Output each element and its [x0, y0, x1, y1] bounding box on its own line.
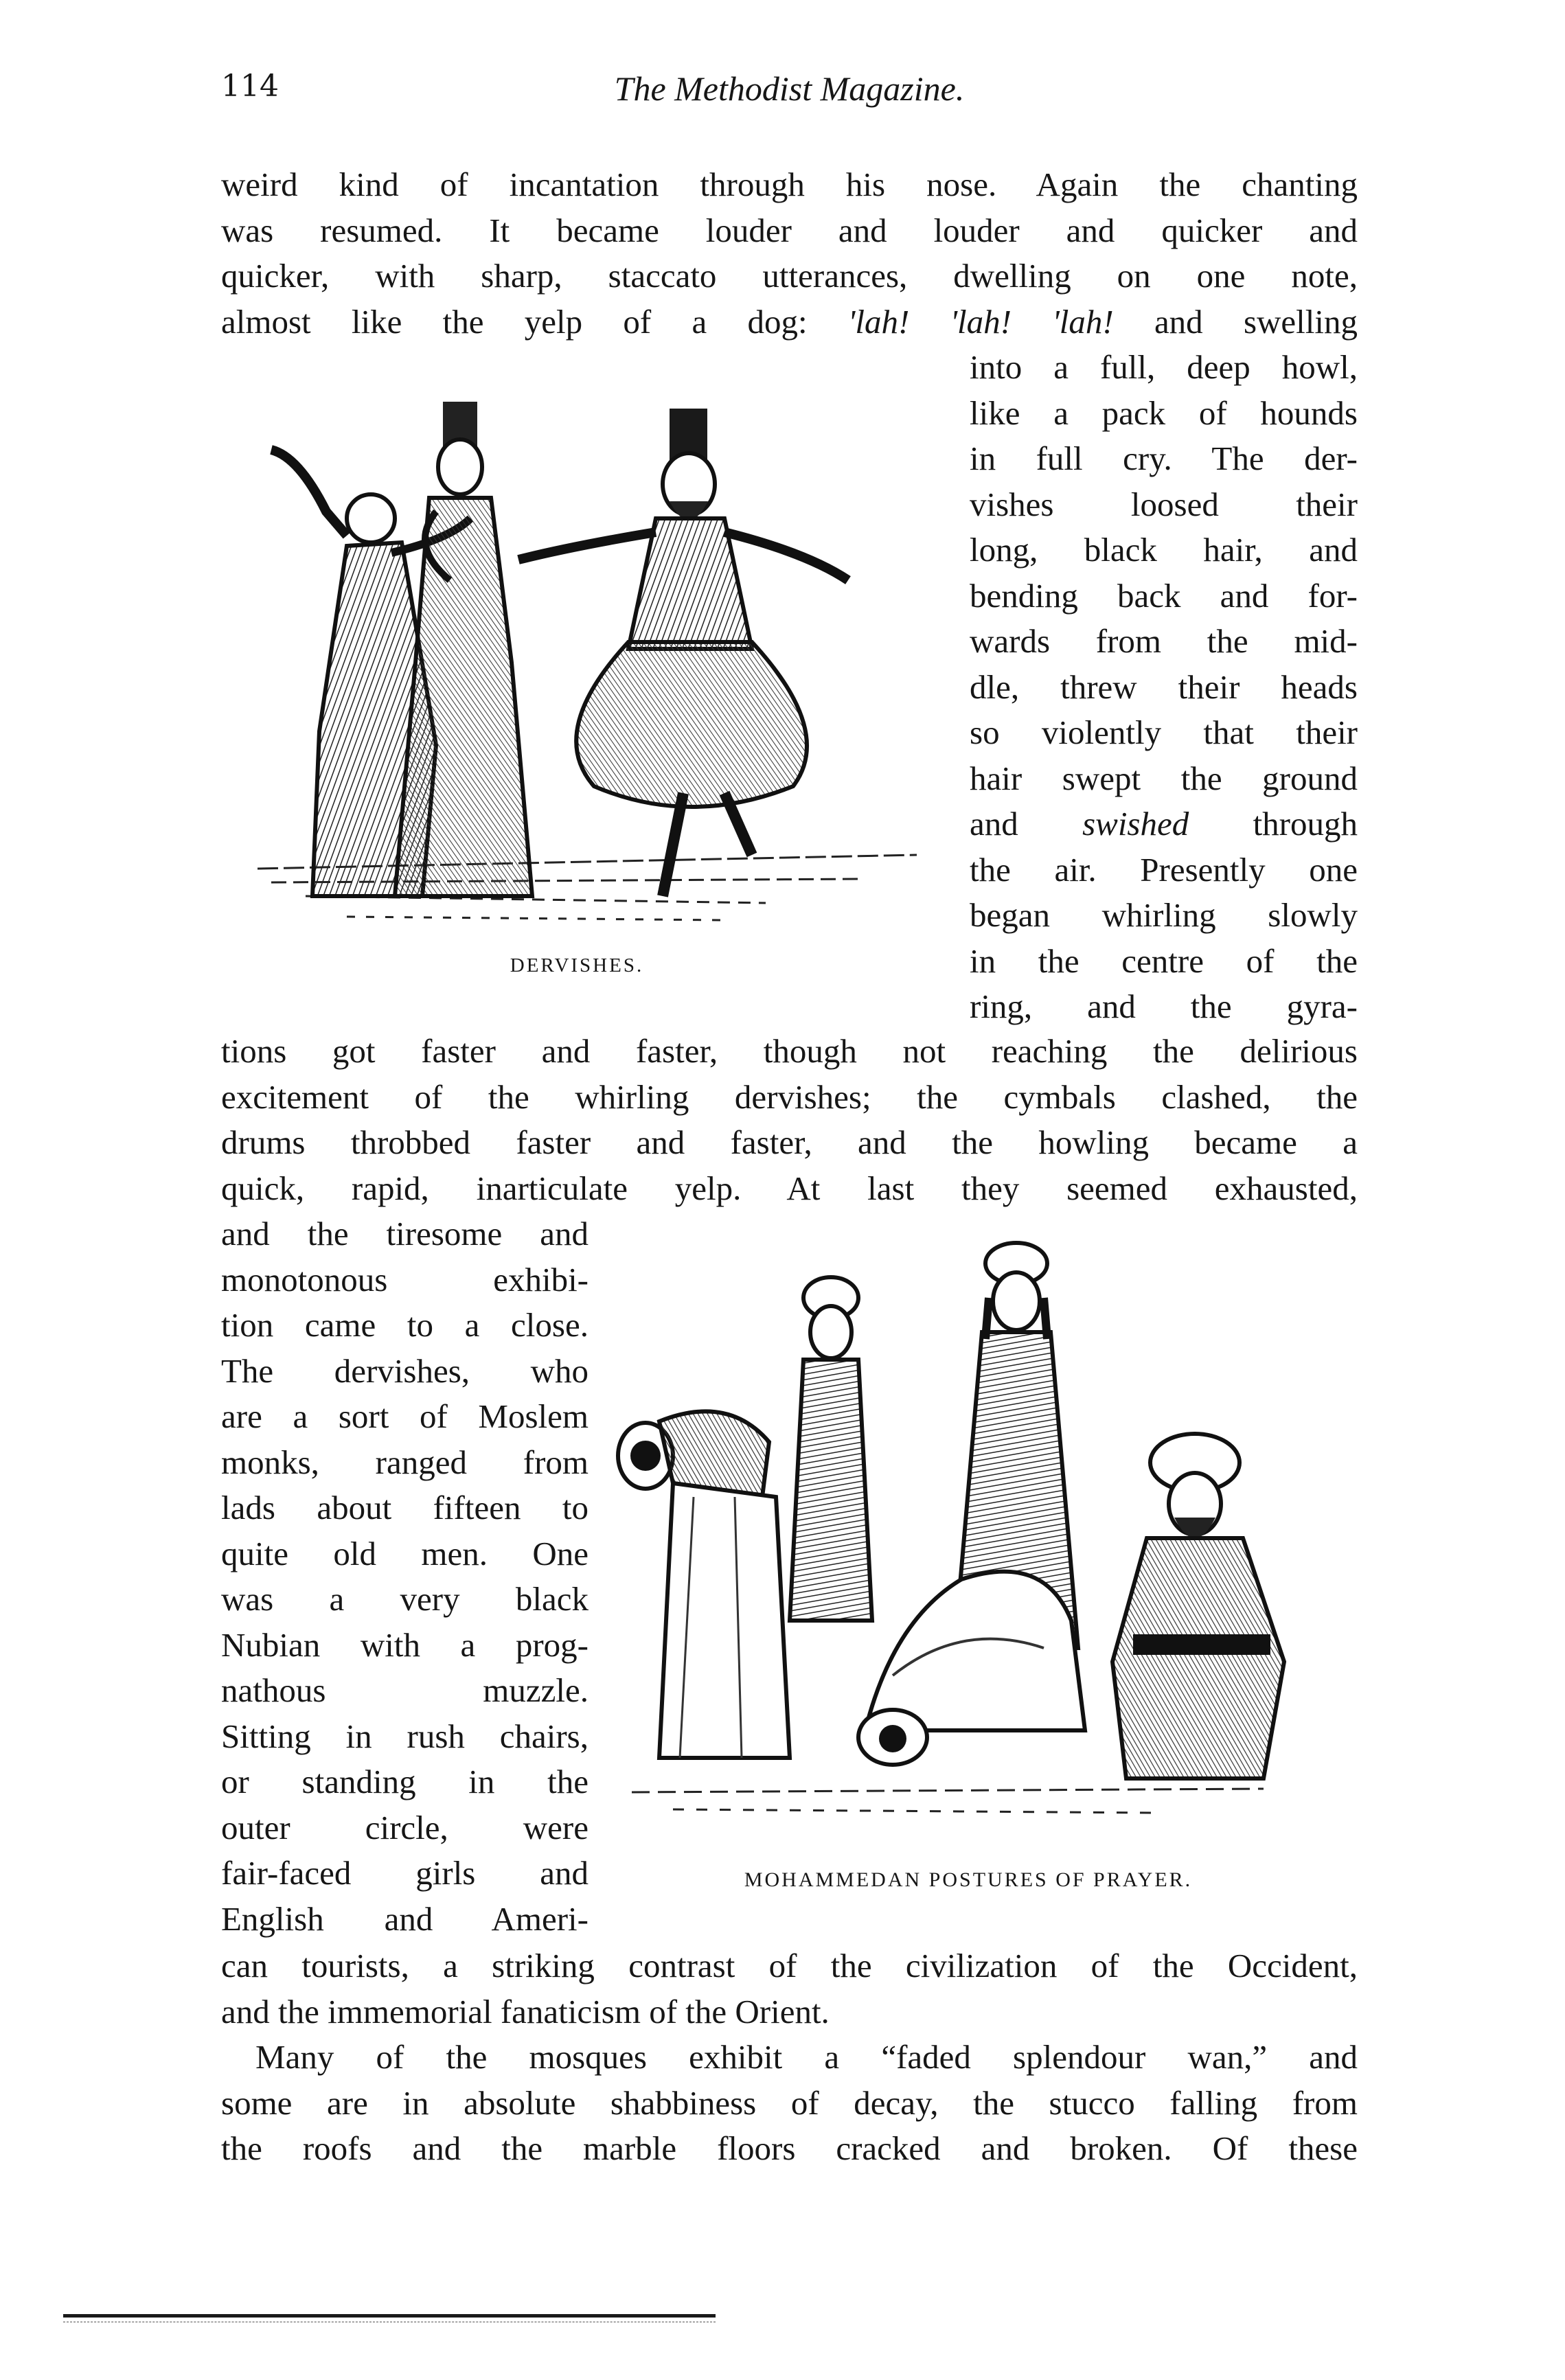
- text-line: the roofs and the marble floors cracked and broken. Of these: [221, 2129, 1358, 2167]
- text-line: was a very black: [221, 1580, 589, 1618]
- tall-figure: [395, 402, 532, 896]
- text-line: ring, and the gyra-: [970, 987, 1358, 1025]
- prayer-postures-illustration: [604, 1236, 1305, 1833]
- kneeling-figure: [1112, 1434, 1284, 1778]
- text-line: like a pack of hounds: [970, 393, 1358, 432]
- standing-figure: [790, 1277, 872, 1621]
- page-number: 114: [221, 69, 279, 104]
- text-line-swished: [970, 801, 1358, 847]
- bowing-figure: [618, 1411, 790, 1758]
- text-line: dle, threw their heads: [970, 667, 1358, 706]
- text-line: and the immemorial fanaticism of the Orient.: [221, 1992, 830, 2030]
- text-line: so violently that their: [970, 713, 1358, 751]
- text-line: quicker, with sharp, staccato utterances, dwelling on one note,: [221, 257, 1358, 295]
- text-line: was resumed. It became louder and louder and quicker and: [221, 211, 1358, 249]
- dervishes-caption: DERVISHES.: [510, 954, 644, 976]
- italic-text: 'lah! 'lah! 'lah!: [847, 302, 1114, 341]
- text-line: can tourists, a striking contrast of the civilization of the Occident,: [221, 1947, 1358, 1984]
- running-title: The Methodist Magazine.: [614, 69, 965, 108]
- text-line: Nubian with a prog-: [221, 1625, 589, 1664]
- text-span: through: [1189, 805, 1358, 843]
- text-line: bending back and for-: [970, 576, 1358, 615]
- text-line: Many of the mosques exhibit a “faded splendour wan,” and: [255, 2038, 1358, 2076]
- text-line: outer circle, were: [221, 1808, 589, 1846]
- text-line: monotonous exhibi-: [221, 1260, 589, 1298]
- text-span: almost like the yelp of a dog:: [221, 302, 848, 341]
- text-line: The dervishes, who: [221, 1351, 589, 1390]
- dervishes-illustration: [244, 374, 937, 937]
- text-line: fair-faced girls and: [221, 1854, 589, 1892]
- text-span: and swelling: [1113, 302, 1358, 341]
- text-line: and the tiresome and: [221, 1215, 589, 1252]
- footer-rule: [63, 2314, 716, 2322]
- whirling-figure: [518, 409, 848, 896]
- prayer-engraving: [604, 1236, 1305, 1833]
- text-line: tions got faster and faster, though not reaching the delirious: [221, 1032, 1358, 1070]
- bottom-paragraph: [221, 1943, 1358, 2035]
- text-line: or standing in the: [221, 1763, 589, 1800]
- text-line: weird kind of incantation through his nose. Again the chanting: [221, 165, 1358, 203]
- text-line: hair swept the ground: [970, 759, 1358, 797]
- text-line: in the centre of the: [970, 941, 1358, 980]
- right-column-text: [970, 345, 1358, 1030]
- dervishes-engraving: [244, 374, 937, 937]
- text-line: tion came to a close.: [221, 1306, 589, 1344]
- text-line: quite old men. One: [221, 1534, 589, 1572]
- text-line: excitement of the whirling dervishes; the cymbals clashed, the: [221, 1077, 1358, 1116]
- text-line: monks, ranged from: [221, 1443, 589, 1481]
- text-line: nathous muzzle.: [221, 1671, 589, 1709]
- text-line: drums throbbed faster and faster, and the howling became a: [221, 1123, 1358, 1161]
- last-paragraph: [221, 2035, 1358, 2172]
- running-header: [221, 69, 1358, 130]
- left-column-text: [221, 1211, 589, 1942]
- text-line: vishes loosed their: [970, 485, 1358, 523]
- prayer-caption: MOHAMMEDAN POSTURES OF PRAYER.: [744, 1868, 1193, 1891]
- prostrate-figure: [858, 1572, 1085, 1765]
- text-line: in full cry. The der-: [970, 439, 1358, 477]
- text-span: and: [970, 805, 1083, 843]
- text-line: the air. Presently one: [970, 850, 1358, 889]
- text-line: lads about fifteen to: [221, 1489, 589, 1526]
- italic-text: swished: [1082, 805, 1189, 843]
- text-line: English and Ameri-: [221, 1899, 589, 1938]
- text-line: some are in absolute shabbiness of decay, the stucco falling from: [221, 2083, 1358, 2122]
- middle-paragraph: [221, 1029, 1358, 1211]
- text-line: wards from the mid-: [970, 622, 1358, 660]
- text-line-yelp: [221, 299, 1358, 345]
- text-line: began whirling slowly: [970, 896, 1358, 934]
- text-line: long, black hair, and: [970, 531, 1358, 569]
- text-line: Sitting in rush chairs,: [221, 1717, 589, 1755]
- top-paragraph: [221, 162, 1358, 345]
- text-line: quick, rapid, inarticulate yelp. At last they seemed exhausted,: [221, 1169, 1358, 1207]
- text-line: into a full, deep howl,: [970, 348, 1358, 386]
- text-line: are a sort of Moslem: [221, 1397, 589, 1435]
